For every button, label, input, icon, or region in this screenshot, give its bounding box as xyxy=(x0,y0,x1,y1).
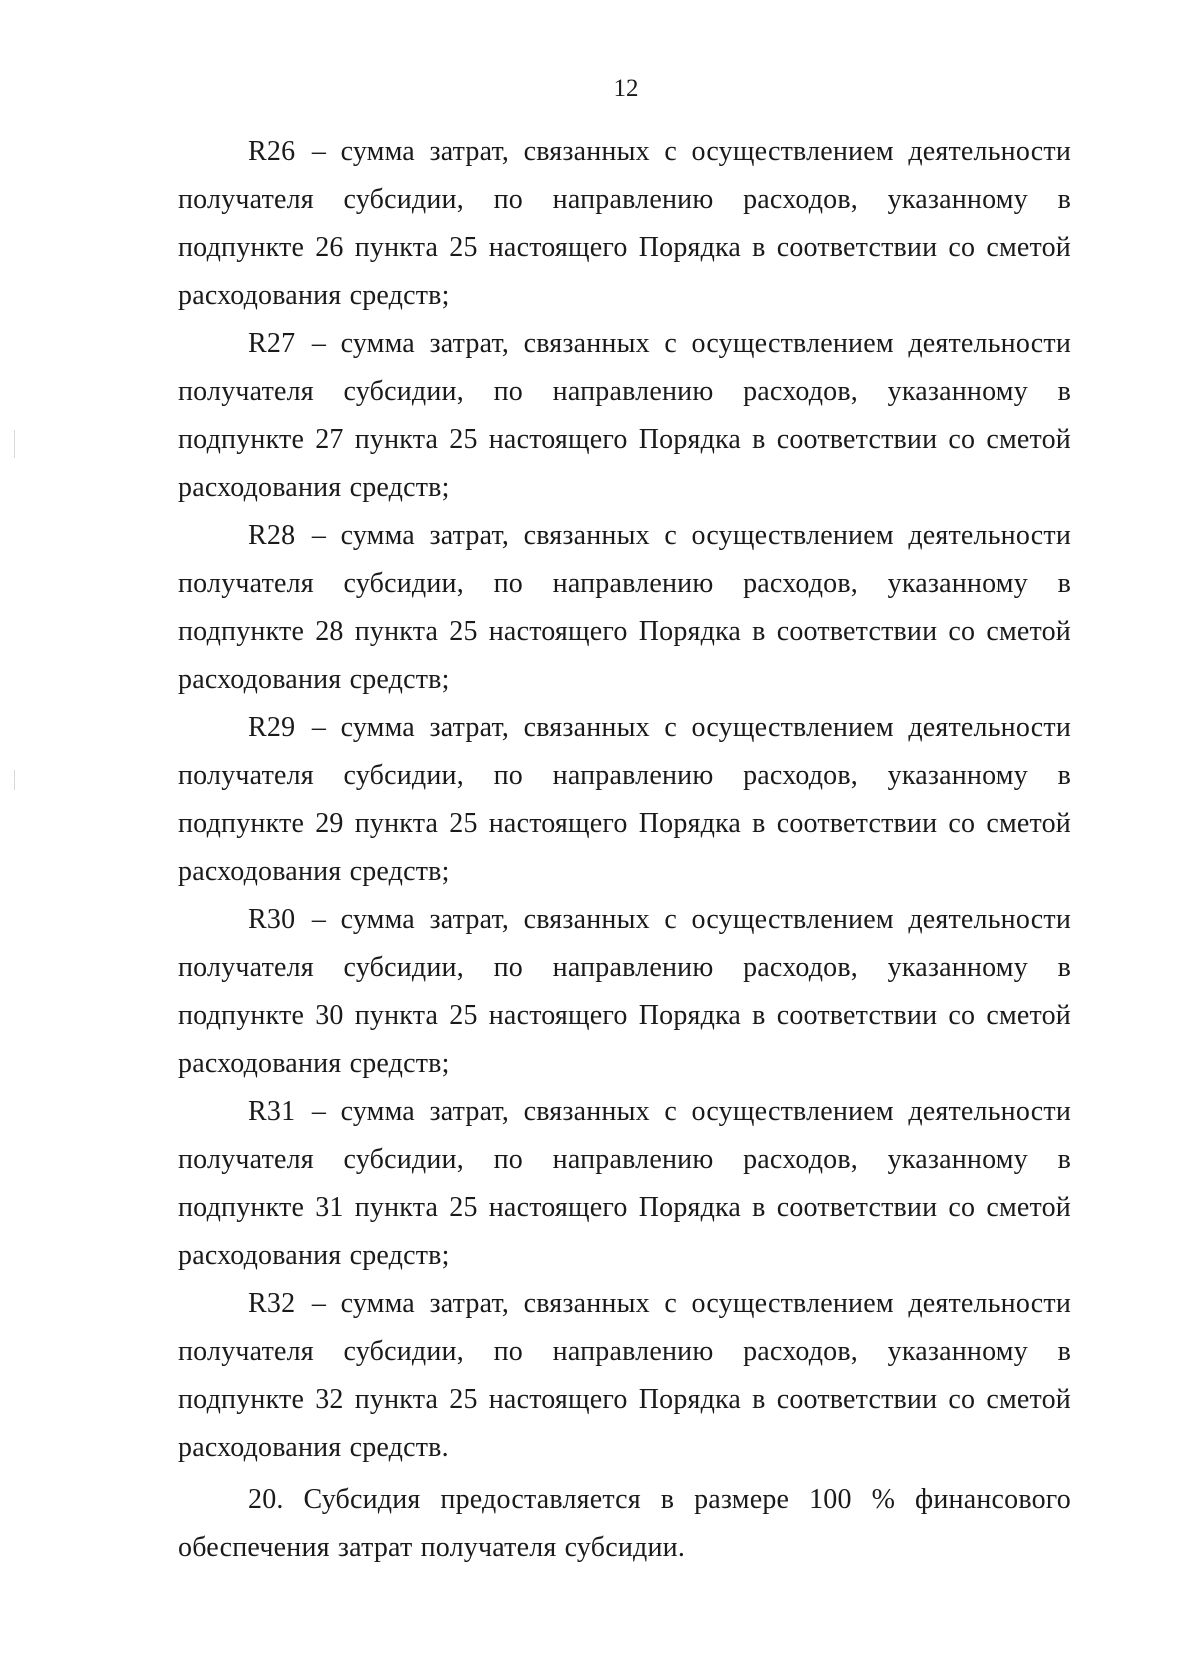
cost-item-paragraph xyxy=(178,1088,1071,1280)
cost-item-text: – сумма затрат, связанных с осуществлением деятельности получателя субсидии, по направлению расходов, указанному в подпункте 28 пункта 25 настоящего Порядка в соответствии со сметой расходования средств; xyxy=(178,520,1072,695)
cost-item-text: – сумма затрат, связанных с осуществлением деятельности получателя субсидии, по направлению расходов, указанному в подпункте 30 пункта 25 настоящего Порядка в соответствии со сметой расходования средств; xyxy=(178,904,1072,1079)
cost-item-paragraph xyxy=(178,128,1071,320)
page-number: 12 xyxy=(613,75,639,102)
cost-item-code: R30 xyxy=(248,904,296,935)
cost-item-code: R29 xyxy=(248,712,296,743)
cost-item-text: – сумма затрат, связанных с осуществлением деятельности получателя субсидии, по направлению расходов, указанному в подпункте 26 пункта 25 настоящего Порядка в соответствии со сметой расходования средств; xyxy=(178,136,1072,311)
cost-item-text: – сумма затрат, связанных с осуществлением деятельности получателя субсидии, по направлению расходов, указанному в подпункте 32 пункта 25 настоящего Порядка в соответствии со сметой расходования средств. xyxy=(178,1288,1072,1463)
cost-item-text: – сумма затрат, связанных с осуществлением деятельности получателя субсидии, по направлению расходов, указанному в подпункте 29 пункта 25 настоящего Порядка в соответствии со сметой расходования средств; xyxy=(178,712,1072,887)
cost-item-paragraph xyxy=(178,704,1071,896)
cost-item-code: R31 xyxy=(248,1096,296,1127)
cost-item-paragraph xyxy=(178,512,1071,704)
cost-item-paragraph xyxy=(178,320,1071,512)
cost-item-text: – сумма затрат, связанных с осуществлением деятельности получателя субсидии, по направлению расходов, указанному в подпункте 31 пункта 25 настоящего Порядка в соответствии со сметой расходования средств; xyxy=(178,1096,1072,1271)
scan-edge-mark xyxy=(14,770,15,790)
scan-edge-mark xyxy=(14,430,15,458)
cost-item-text: – сумма затрат, связанных с осуществлением деятельности получателя субсидии, по направлению расходов, указанному в подпункте 27 пункта 25 настоящего Порядка в соответствии со сметой расходования средств; xyxy=(178,328,1072,503)
cost-item-code: R26 xyxy=(248,136,296,167)
cost-item-code: R32 xyxy=(248,1288,296,1319)
document-body xyxy=(178,128,1071,1572)
subsidy-amount-paragraph: 20. Субсидия предоставляется в размере 100 % финансового обеспечения затрат получателя субсидии. xyxy=(178,1484,1071,1563)
cost-item-code: R28 xyxy=(248,520,296,551)
cost-item-paragraph xyxy=(178,1280,1071,1472)
cost-item-paragraph xyxy=(178,896,1071,1088)
cost-item-code: R27 xyxy=(248,328,296,359)
